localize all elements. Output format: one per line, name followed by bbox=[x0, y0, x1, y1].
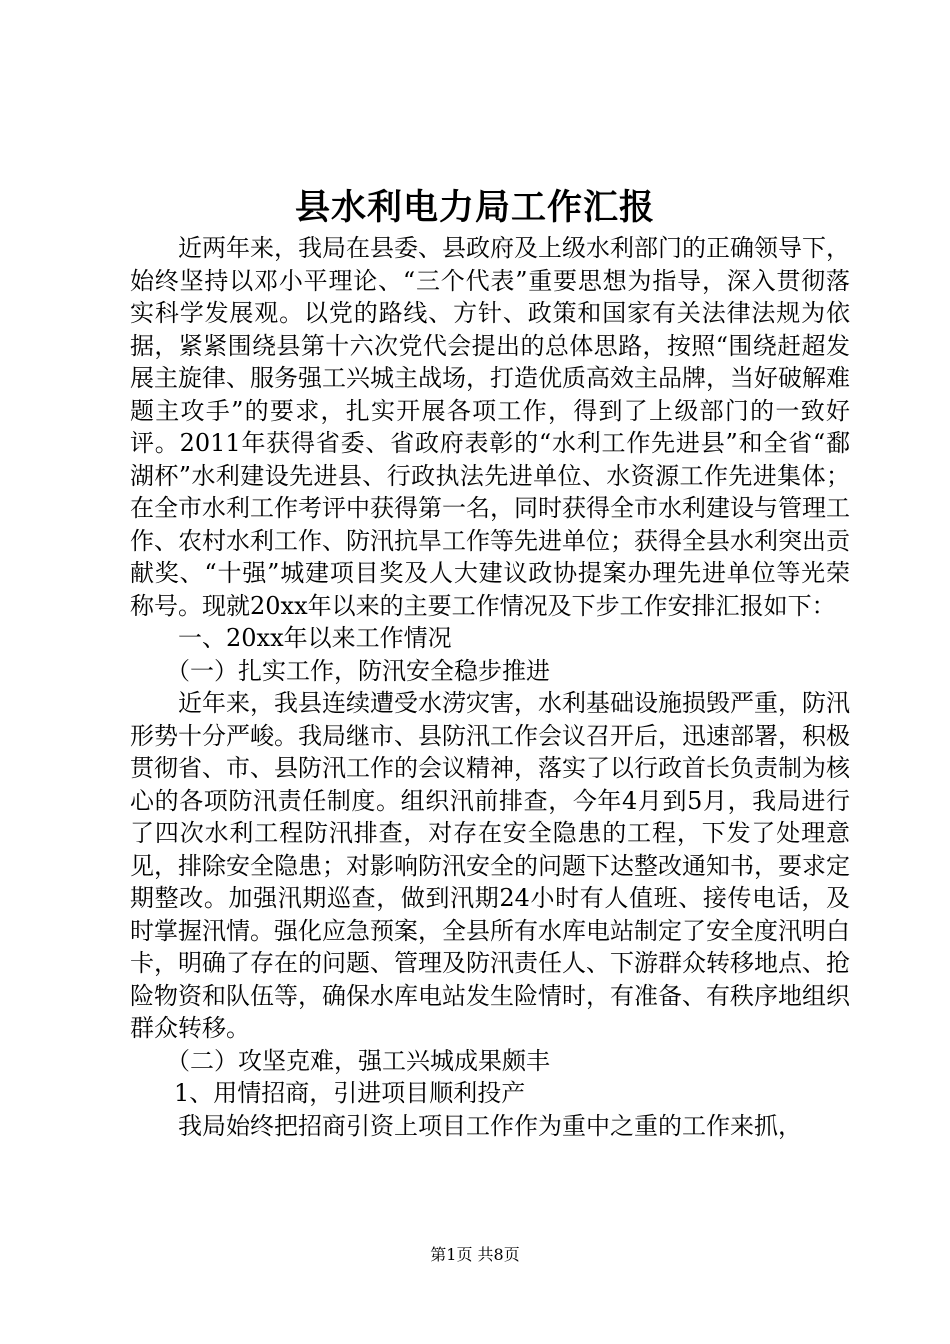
flood-control-paragraph: 近年来，我县连续遭受水涝灾害，水利基础设施损毁严重，防汛形势十分严峻。我局继市、县防汛工作会议召开后，迅速部署，积极贯彻省、市、县防汛工作的会议精神，落实了以行政首长负责制为核心的各项防汛责任制度。组织汛前排查，今年4月到5月，我局进行了四次水利工程防汛排查，对存在安全隐患的工程，下发了处理意见，排除安全隐患；对影响防汛安全的问题下达整改通知书，要求定期整改。加强汛期巡查，做到汛期24小时有人值班、接传电话，及时掌握汛情。强化应急预案，全县所有水库电站制定了安全度汛明白卡，明确了存在的问题、管理及防汛责任人、下游群众转移地点、抢险物资和队伍等，确保水库电站发生险情时，有准备、有秩序地组织群众转移。 bbox=[130, 689, 850, 1042]
subsection-heading: （二）攻坚克难，强工兴城成果颇丰 bbox=[166, 1046, 550, 1075]
document-body bbox=[130, 232, 850, 1142]
document-title: 县水利电力局工作汇报 bbox=[294, 187, 655, 228]
item-heading: 1、用情招商，引进项目顺利投产 bbox=[174, 1079, 526, 1107]
page-number-footer: 第1页 共8页 bbox=[430, 1245, 520, 1264]
section-heading: 一、20xx年以来工作情况 bbox=[178, 624, 452, 652]
investment-paragraph: 我局始终把招商引资上项目工作作为重中之重的工作来抓， bbox=[178, 1111, 802, 1140]
intro-paragraph: 近两年来，我局在县委、县政府及上级水利部门的正确领导下，始终坚持以邓小平理论、“三个代表”重要思想为指导，深入贯彻落实科学发展观。以党的路线、方针、政策和国家有关法律法规为依据，紧紧围绕县第十六次党代会提出的总体思路，按照“围绕赶超发展主旋律、服务强工兴城主战场，打造优质高效主品牌，当好破解难题主攻手”的要求，扎实开展各项工作，得到了上级部门的一致好评。2011年获得省委、省政府表彰的“水利工作先进县”和全省“鄱湖杯”水利建设先进县、行政执法先进单位、水资源工作先进集体；在全市水利工作考评中获得第一名，同时获得全市水利建设与管理工作、农村水利工作、防汛抗旱工作等先进单位；获得全县水利突出贡献奖、“十强”城建项目奖及人大建议政协提案办理先进单位等光荣称号。现就20xx年以来的主要工作情况及下步工作安排汇报如下： bbox=[130, 234, 850, 620]
subsection-heading: （一）扎实工作，防汛安全稳步推进 bbox=[166, 656, 550, 685]
